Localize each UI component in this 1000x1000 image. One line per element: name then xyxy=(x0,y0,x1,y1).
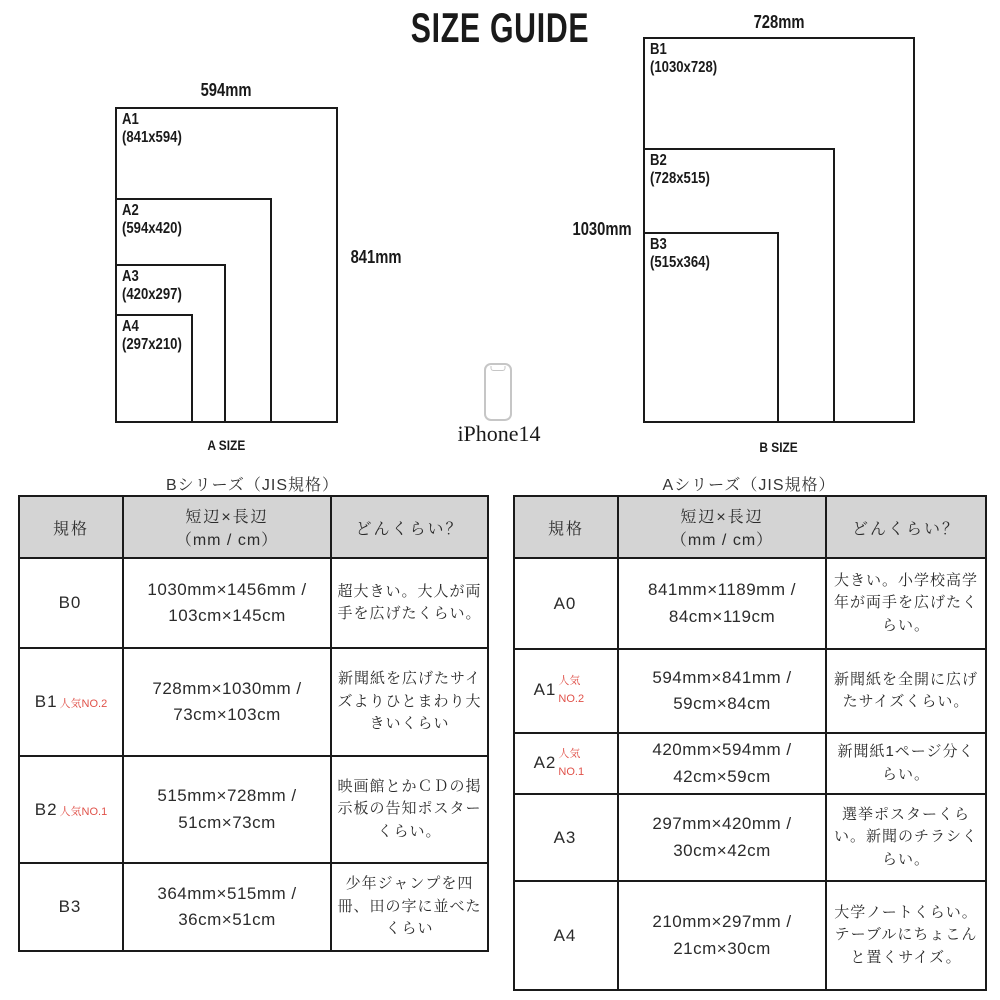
table-row xyxy=(19,648,488,756)
b-header-howbig: どんくらい？ xyxy=(331,496,488,558)
size-code: B0 xyxy=(58,593,82,612)
table-row xyxy=(514,733,986,794)
b1-dims: (1030x728) xyxy=(650,59,718,77)
size-code: A1 xyxy=(533,680,557,700)
description-cell: 映画館とかＣＤの掲示板の告知ポスターくらい。 xyxy=(331,756,488,863)
table-row xyxy=(19,863,488,951)
description-cell: 大きい。小学校高学年が両手を広げたくらい。 xyxy=(826,558,986,649)
a-header-howbig: どんくらい？ xyxy=(826,496,986,558)
dimensions-cell: 1030mm×1456mm / 103cm×145cm xyxy=(123,558,331,648)
b3-dims: (515x364) xyxy=(650,254,710,272)
dimensions-cell: 420mm×594mm / 42cm×59cm xyxy=(618,733,826,794)
b-header-size: 規格 xyxy=(19,496,123,558)
description-cell: 少年ジャンプを四冊、田の字に並べたくらい xyxy=(331,863,488,951)
table-row xyxy=(19,756,488,863)
b-size-caption: B SIZE xyxy=(759,439,799,455)
b-height-label: 1030mm xyxy=(572,219,632,239)
iphone-icon xyxy=(484,363,512,421)
dimensions-cell: 841mm×1189mm / 84cm×119cm xyxy=(618,558,826,649)
a4-dims: (297x210) xyxy=(122,336,182,354)
a4-label: A4 xyxy=(122,318,139,335)
a-width-label: 594mm xyxy=(201,80,252,100)
size-code: A2 xyxy=(533,752,557,772)
table-row xyxy=(514,794,986,881)
popularity-badge: 人気NO.2 xyxy=(59,698,108,710)
b-width-label: 728mm xyxy=(753,12,805,32)
b-series-table xyxy=(18,495,489,952)
dimensions-cell: 515mm×728mm / 51cm×73cm xyxy=(123,756,331,863)
popularity-badge: 人気NO.1 xyxy=(558,747,585,778)
a3-dims: (420x297) xyxy=(122,286,182,304)
dimensions-cell: 594mm×841mm / 59cm×84cm xyxy=(618,649,826,733)
b-size-diagram xyxy=(643,37,915,423)
a-series-table-title: Aシリーズ（JIS規格） xyxy=(662,477,836,494)
a3-label: A3 xyxy=(122,268,139,285)
a-header-row xyxy=(514,496,986,558)
table-row xyxy=(19,558,488,648)
description-cell: 新聞紙1ページ分くらい。 xyxy=(826,733,986,794)
a-header-dimensions: 短辺×長辺 （mm / cm） xyxy=(618,496,826,558)
size-code: B2 xyxy=(34,799,58,819)
size-code: A4 xyxy=(553,925,577,945)
description-cell: 超大きい。大人が両手を広げたくらい。 xyxy=(331,558,488,648)
b-header-row xyxy=(19,496,488,558)
size-code: A3 xyxy=(553,827,577,847)
b2-label: B2 xyxy=(650,152,667,169)
b1-label: B1 xyxy=(650,41,667,58)
dimensions-cell: 210mm×297mm / 21cm×30cm xyxy=(618,881,826,990)
size-code: B1 xyxy=(34,692,58,711)
description-cell: 大学ノートくらい。テーブルにちょこんと置くサイズ。 xyxy=(826,881,986,990)
a-header-size: 規格 xyxy=(514,496,618,558)
table-row xyxy=(514,558,986,649)
b-series-table-title: Bシリーズ（JIS規格） xyxy=(166,477,339,494)
description-cell: 新聞紙を広げたサイズよりひとまわり大きいくらい xyxy=(331,648,488,756)
a1-label: A1 xyxy=(122,111,139,128)
b2-dims: (728x515) xyxy=(650,170,710,188)
description-cell: 選挙ポスターくらい。新聞のチラシくらい。 xyxy=(826,794,986,881)
iphone-label: iPhone14 xyxy=(457,421,541,446)
table-row xyxy=(514,881,986,990)
a4-sheet xyxy=(115,314,193,423)
size-code: A0 xyxy=(553,593,577,613)
size-code: B3 xyxy=(58,897,82,916)
dimensions-cell: 364mm×515mm / 36cm×51cm xyxy=(123,863,331,951)
b-header-dimensions: 短辺×長辺 （mm / cm） xyxy=(123,496,331,558)
popularity-badge: 人気NO.1 xyxy=(59,805,108,818)
a-height-label: 841mm xyxy=(350,247,402,267)
dimensions-cell: 297mm×420mm / 30cm×42cm xyxy=(618,794,826,881)
dimensions-cell: 728mm×1030mm / 73cm×103cm xyxy=(123,648,331,756)
a-size-diagram xyxy=(115,107,338,423)
table-row xyxy=(514,649,986,733)
description-cell: 新聞紙を全開に広げたサイズくらい。 xyxy=(826,649,986,733)
a-size-caption: A SIZE xyxy=(207,437,246,453)
a-series-table xyxy=(513,495,987,991)
iphone-notch-icon xyxy=(491,366,506,371)
b3-label: B3 xyxy=(650,236,667,253)
b3-sheet xyxy=(643,232,779,423)
popularity-badge: 人気NO.2 xyxy=(558,675,585,705)
a2-dims: (594x420) xyxy=(122,220,182,238)
a1-dims: (841x594) xyxy=(122,129,182,147)
a2-label: A2 xyxy=(122,202,139,219)
page-title: SIZE GUIDE xyxy=(410,4,590,51)
